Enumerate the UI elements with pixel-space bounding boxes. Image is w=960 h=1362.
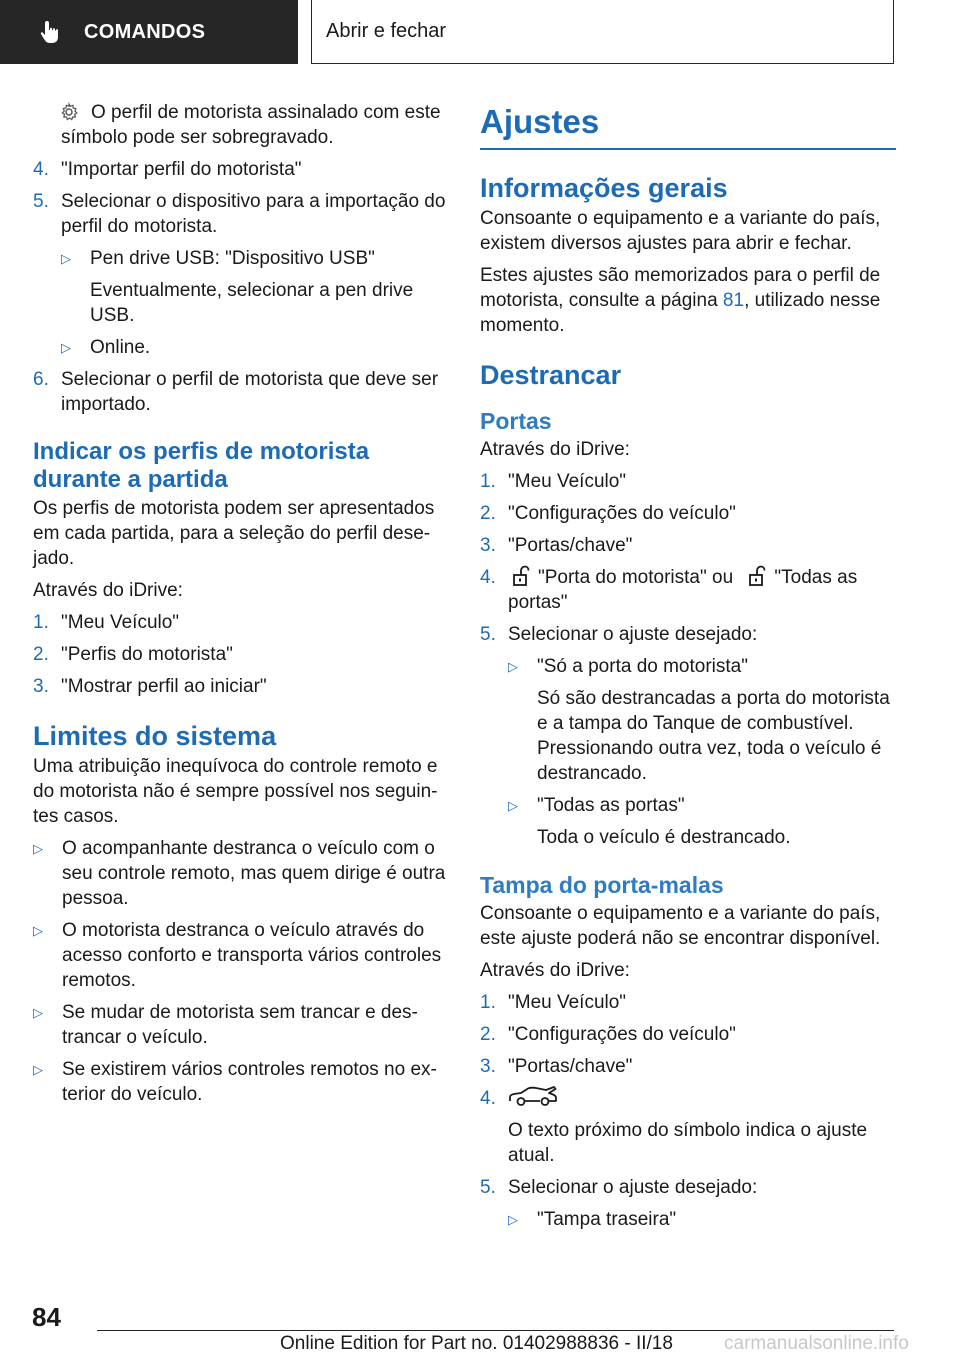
list-item	[480, 565, 896, 615]
step-number: 5.	[480, 624, 496, 645]
section-heading: Informações gerais	[480, 173, 728, 203]
paragraph: Os perfis de motorista podem ser apresentados em cada partida, para a seleção do perfil dese-jado.	[33, 498, 435, 569]
step-number: 5.	[480, 1177, 496, 1198]
step-number: 6.	[33, 369, 49, 390]
page-link[interactable]: 81	[722, 290, 745, 311]
bullet-text: "Todas as portas"	[537, 795, 685, 816]
section-tab	[0, 0, 298, 64]
paragraph: Uma atribuição inequívoca do controle remoto e do motorista não é sempre possível nos seguin-tes casos.	[33, 756, 438, 827]
step-number: 4.	[480, 567, 496, 588]
step-number: 3.	[33, 676, 49, 697]
triangle-bullet-icon: ▷	[33, 841, 43, 856]
chapter-heading: Ajustes	[480, 100, 896, 150]
subsection-heading: Portas	[480, 408, 552, 434]
paragraph: Através do iDrive:	[480, 960, 630, 981]
sub-text: Toda o veículo é destrancado.	[537, 827, 791, 848]
list-item	[33, 610, 449, 635]
step-text: "Portas/chave"	[508, 535, 633, 556]
bullet-item	[33, 335, 449, 360]
list-item	[480, 622, 896, 647]
list-item	[480, 469, 896, 494]
list-item	[33, 642, 449, 667]
step-text: "Mostrar perfil ao iniciar"	[61, 676, 267, 697]
paragraph-text: Estes ajustes são memorizados para o perfil de motorista, consulte a página	[480, 265, 881, 311]
bullet-item	[33, 836, 449, 911]
sub-text: Eventualmente, selecionar a pen drive USB.	[90, 280, 414, 326]
car-tailgate-icon	[508, 1086, 558, 1108]
step-number: 4.	[480, 1088, 496, 1109]
triangle-bullet-icon: ▷	[508, 659, 518, 674]
bullet-item	[33, 1000, 449, 1050]
bullet-item	[480, 654, 896, 679]
list-item	[480, 1175, 896, 1200]
chapter-tab	[311, 0, 894, 64]
footer-divider	[97, 1330, 894, 1331]
list-item	[480, 1054, 896, 1079]
step-text: "Meu Veículo"	[508, 992, 627, 1013]
overwrite-note	[33, 100, 449, 150]
section-heading: Indicar os perfis de motorista durante a partida	[33, 438, 370, 493]
list-item	[33, 367, 449, 417]
triangle-bullet-icon: ▷	[508, 798, 518, 813]
bullet-item	[480, 793, 896, 818]
unlock-icon	[748, 565, 766, 587]
step-text: Selecionar o perfil de motorista que deve ser importado.	[61, 369, 439, 415]
step-number: 3.	[480, 1056, 496, 1077]
watermark: carmanualsonline.info	[724, 1333, 909, 1354]
sub-text: Só são destrancadas a porta do motorista e a tampa do Tanque de combustível. Pressionando outra vez, toda o veículo é destrancado.	[537, 688, 890, 784]
section-heading: Destrancar	[480, 360, 622, 390]
step-number: 1.	[33, 612, 49, 633]
paragraph-text: , utilizado nesse momento.	[480, 290, 881, 336]
paragraph: Através do iDrive:	[33, 580, 183, 601]
left-column	[33, 100, 449, 1114]
step-text: Selecionar o dispositivo para a importação do perfil do motorista.	[61, 191, 446, 237]
bullet-item	[33, 1057, 449, 1107]
bullet-text: O motorista destranca o veículo através do acesso conforto e transporta vários controles remotos.	[62, 920, 442, 991]
list-item	[33, 674, 449, 699]
triangle-bullet-icon: ▷	[61, 251, 71, 266]
list-item	[480, 533, 896, 558]
paragraph: Consoante o equipamento e a variante do país, existem diversos ajustes para abrir e fechar.	[480, 208, 881, 254]
bullet-item	[33, 246, 449, 271]
bullet-item	[480, 1207, 896, 1232]
chapter-title: Abrir e fechar	[326, 20, 447, 42]
step-text: "Configurações do veículo"	[508, 503, 736, 524]
triangle-bullet-icon: ▷	[33, 923, 43, 938]
right-column	[480, 100, 896, 1239]
page-header	[0, 0, 960, 66]
step-text: "Portas/chave"	[508, 1056, 633, 1077]
step-text: "Importar perfil do motorista"	[61, 159, 302, 180]
bullet-text: Online.	[90, 337, 151, 358]
sub-text: O texto próximo do símbolo indica o ajuste atual.	[508, 1120, 868, 1166]
step-number: 2.	[480, 1024, 496, 1045]
list-item	[480, 1086, 896, 1111]
list-item	[480, 501, 896, 526]
step-text: "Perfis do motorista"	[61, 644, 233, 665]
bullet-text: Se mudar de motorista sem trancar e des-trancar o veículo.	[62, 1002, 418, 1048]
step-text: Selecionar o ajuste desejado:	[508, 624, 758, 645]
edition-text: Online Edition for Part no. 01402988836 - II/18	[280, 1333, 673, 1354]
section-heading: Limites do sistema	[33, 721, 277, 751]
subsection-heading: Tampa do porta-malas	[480, 872, 724, 898]
step-number: 3.	[480, 535, 496, 556]
bullet-item	[33, 918, 449, 993]
triangle-bullet-icon: ▷	[61, 340, 71, 355]
step-number: 2.	[33, 644, 49, 665]
bullet-text: "Tampa traseira"	[537, 1209, 677, 1230]
triangle-bullet-icon: ▷	[33, 1005, 43, 1020]
step-number: 5.	[33, 191, 49, 212]
bullet-text: O acompanhante destranca o veículo com o seu controle remoto, mas quem dirige é outra pessoa.	[62, 838, 446, 909]
step-text: "Todas as portas"	[508, 567, 858, 613]
paragraph	[480, 263, 896, 338]
triangle-bullet-icon: ▷	[33, 1062, 43, 1077]
paragraph: Consoante o equipamento e a variante do país, este ajuste poderá não se encontrar disponível.	[480, 903, 881, 949]
list-item	[33, 189, 449, 239]
step-text: "Meu Veículo"	[61, 612, 180, 633]
page-number: 84	[32, 1302, 61, 1332]
overwrite-note-text: O perfil de motorista assinalado com este símbolo pode ser sobregravado.	[61, 102, 441, 148]
list-item	[480, 1022, 896, 1047]
step-text: "Meu Veículo"	[508, 471, 627, 492]
bullet-text: "Só a porta do motorista"	[537, 656, 748, 677]
step-text: "Porta do motorista" ou	[538, 567, 734, 588]
step-number: 2.	[480, 503, 496, 524]
step-number: 4.	[33, 159, 49, 180]
bullet-text: Pen drive USB: "Dispositivo USB"	[90, 248, 375, 269]
section-title: COMANDOS	[84, 20, 206, 43]
step-text: Selecionar o ajuste desejado:	[508, 1177, 758, 1198]
bullet-text: Se existirem vários controles remotos no ex-terior do veículo.	[62, 1059, 437, 1105]
step-number: 1.	[480, 471, 496, 492]
list-item	[480, 990, 896, 1015]
list-item	[33, 157, 449, 182]
paragraph: Através do iDrive:	[480, 439, 630, 460]
gear-icon	[59, 102, 79, 122]
step-text: "Configurações do veículo"	[508, 1024, 736, 1045]
step-number: 1.	[480, 992, 496, 1013]
triangle-bullet-icon: ▷	[508, 1212, 518, 1227]
hand-pointer-icon	[38, 19, 64, 45]
unlock-icon	[512, 565, 530, 587]
